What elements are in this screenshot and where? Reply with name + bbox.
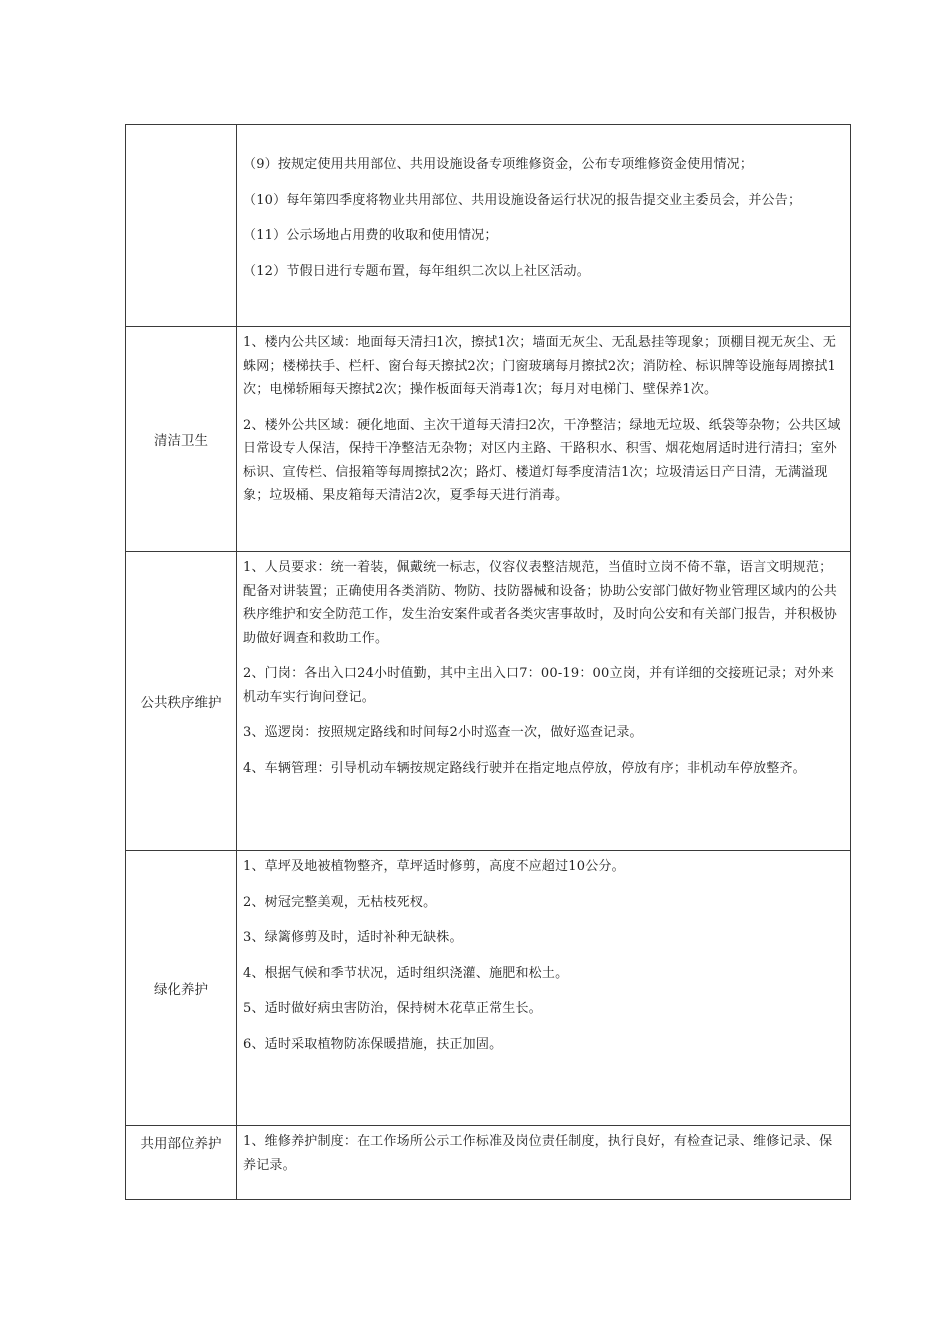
- list-item: 3、巡逻岗：按照规定路线和时间每2小时巡查一次，做好巡查记录。: [243, 725, 643, 740]
- content-cell: [237, 851, 851, 1126]
- table-row: [126, 851, 851, 1126]
- list-item: 2、门岗：各出入口24小时值勤，其中主出入口7：00-19：00立岗，并有详细的交接班记录；对外来机动车实行询问登记。: [243, 666, 834, 705]
- service-standards-table: [125, 124, 851, 1200]
- category-cell: [126, 1126, 237, 1200]
- category-label: 公共秩序维护: [140, 695, 222, 711]
- content-cell: [237, 125, 851, 327]
- list-item: 2、树冠完整美观，无枯枝死杈。: [243, 894, 437, 910]
- category-label: 绿化养护: [154, 982, 208, 998]
- table-row: [126, 1126, 851, 1200]
- list-item: 3、绿篱修剪及时，适时补种无缺株。: [243, 930, 463, 945]
- category-label: 共用部位养护: [140, 1136, 222, 1152]
- content-cell: [237, 327, 851, 552]
- category-cell: [126, 851, 237, 1126]
- category-cell: [126, 327, 237, 552]
- list-item: 4、车辆管理：引导机动车辆按规定路线行驶并在指定地点停放，停放有序；非机动车停放整齐。: [243, 760, 806, 776]
- list-item: 1、楼内公共区域：地面每天清扫1次，擦拭1次；墙面无灰尘、无乱悬挂等现象；顶棚目视无灰尘、无蛛网；楼梯扶手、栏杆、窗台每天擦拭2次；门窗玻璃每月擦拭2次；消防栓、标识牌等设施每周擦拭1次；电梯轿厢每天擦拭2次；操作板面每天消毒1次；每月对电梯门、壁保养1次。: [243, 335, 837, 397]
- list-item: （10）每年第四季度将物业共用部位、共用设施设备运行状况的报告提交业主委员会，并公告；: [243, 192, 802, 208]
- list-item: （11）公示场地占用费的收取和使用情况；: [243, 228, 498, 243]
- table-row: [126, 125, 851, 327]
- list-item: 1、草坪及地被植物整齐，草坪适时修剪，高度不应超过10公分。: [243, 859, 625, 874]
- content-cell: [237, 552, 851, 851]
- category-cell: [126, 552, 237, 851]
- list-item: 6、适时采取植物防冻保暖措施，扶正加固。: [243, 1036, 503, 1052]
- list-item: （12）节假日进行专题布置，每年组织二次以上社区活动。: [243, 263, 590, 279]
- list-item: 2、楼外公共区域：硬化地面、主次干道每天清扫2次，干净整洁；绿地无垃圾、纸袋等杂物；公共区域日常设专人保洁，保持干净整洁无杂物；对区内主路、干路积水、积雪、烟花炮屑适时进行清扫；室外标识、宣传栏、信报箱等每周擦拭2次；路灯、楼道灯每季度清洁1次；垃圾清运日产日清，无满溢现象；垃圾桶、果皮箱每天清洁2次，夏季每天进行消毒。: [243, 417, 841, 503]
- category-cell: [126, 125, 237, 327]
- table-row: [126, 327, 851, 552]
- list-item: 4、根据气候和季节状况，适时组织浇灌、施肥和松土。: [243, 965, 569, 981]
- list-item: 1、人员要求：统一着装，佩戴统一标志，仪容仪表整洁规范，当值时立岗不倚不靠，语言文明规范；配备对讲装置；正确使用各类消防、物防、技防器械和设备；协助公安部门做好物业管理区域内的公共秩序维护和安全防范工作，发生治安案件或者各类灾害事故时，及时向公安和有关部门报告，并积极协助做好调查和救助工作。: [243, 560, 838, 646]
- category-label: 清洁卫生: [154, 433, 208, 449]
- table-row: [126, 552, 851, 851]
- list-item: 5、适时做好病虫害防治，保持树木花草正常生长。: [243, 1001, 542, 1016]
- content-cell: [237, 1126, 851, 1200]
- list-item: （9）按规定使用共用部位、共用设施设备专项维修资金，公布专项维修资金使用情况；: [243, 157, 754, 172]
- list-item: 1、维修养护制度：在工作场所公示工作标准及岗位责任制度，执行良好，有检查记录、维修记录、保养记录。: [243, 1134, 833, 1173]
